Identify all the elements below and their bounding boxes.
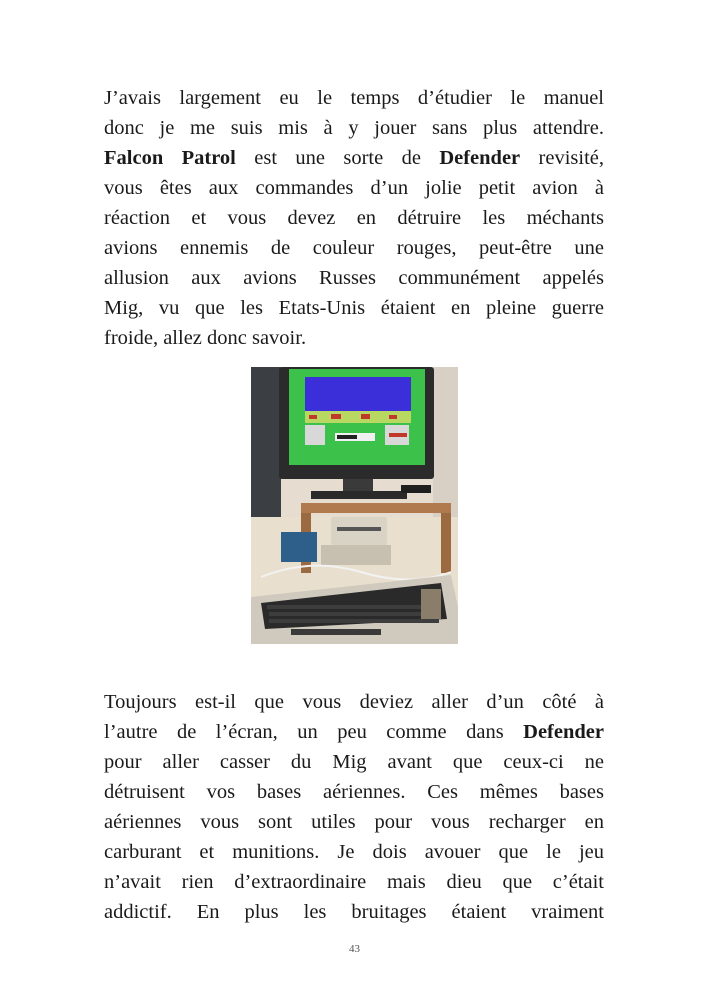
text-line [104,687,604,717]
text-line [104,263,604,293]
text-line [104,233,604,263]
text-run: allusion aux avions Russes communément appelés [104,267,604,289]
text-run: revisité, [520,147,604,169]
photo-commodore-computer [251,367,458,644]
text-line [104,717,604,747]
text-run: donc je me suis mis à y jouer sans plus attendre. [104,117,604,139]
text-line [104,323,604,353]
text-line [104,807,604,837]
text-run: est une sorte de [235,147,440,169]
paragraph-2 [104,687,604,927]
text-run: avions ennemis de couleur rouges, peut-être une [104,237,604,259]
text-run: détruisent vos bases aériennes. Ces mêmes bases [104,781,604,803]
text-line [104,83,604,113]
text-line [104,173,604,203]
text-line [104,113,604,143]
text-line [104,747,604,777]
text-run: Mig, vu que les Etats-Unis étaient en pleine guerre [104,297,604,319]
bold-text: Defender [439,147,521,169]
text-run: pour aller casser du Mig avant que ceux-ci ne [104,751,604,773]
paragraph-1 [104,83,604,353]
text-line [104,203,604,233]
text-line [104,777,604,807]
text-run: addictif. En plus les bruitages étaient vraiment [104,901,604,923]
text-run: vous êtes aux commandes d’un jolie petit avion à [104,177,604,199]
photo-illustration [251,367,458,644]
text-line [104,837,604,867]
text-run: froide, allez donc savoir. [104,327,307,349]
bold-text: Defender [523,721,604,743]
text-line [104,143,604,173]
text-run: J’avais largement eu le temps d’étudier le manuel [104,87,604,109]
page-number: 43 [349,943,360,955]
bold-text: Falcon Patrol [104,147,236,169]
text-line [104,897,604,927]
text-run: n’avait rien d’extraordinaire mais dieu que c’était [104,871,604,893]
text-line [104,867,604,897]
text-run: carburant et munitions. Je dois avouer que le jeu [104,841,604,863]
text-line [104,293,604,323]
text-run: réaction et vous devez en détruire les méchants [104,207,604,229]
text-run: aériennes vous sont utiles pour vous recharger en [104,811,604,833]
text-run: l’autre de l’écran, un peu comme dans [104,721,524,743]
text-run: Toujours est-il que vous deviez aller d’un côté à [104,691,604,713]
